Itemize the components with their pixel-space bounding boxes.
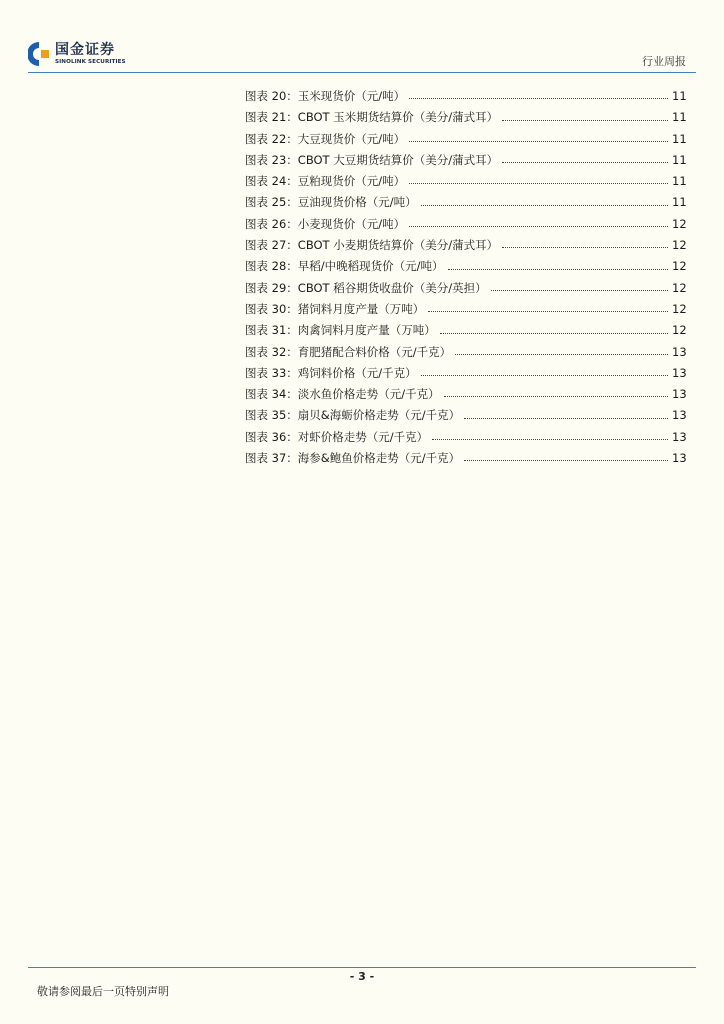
toc-entry-page: 11	[672, 110, 687, 125]
toc-entry-label: 图表 29：CBOT 稻谷期货收盘价（美分/英担）	[245, 280, 487, 295]
toc-entry-page: 12	[672, 301, 687, 316]
toc-entry-label: 图表 36：对虾价格走势（元/千克）	[245, 429, 429, 444]
page-number: - 3 -	[349, 970, 375, 983]
toc-entry[interactable]	[245, 363, 686, 384]
toc-entry-page: 12	[672, 323, 687, 338]
toc-entry-label: 图表 35：扇贝&海蛎价格走势（元/千克）	[245, 408, 461, 423]
company-logo	[28, 41, 140, 71]
toc-entry-label: 图表 22：大豆现货价（元/吨）	[245, 131, 406, 146]
toc-entry-label: 图表 34：淡水鱼价格走势（元/千克）	[245, 387, 440, 402]
toc-entry[interactable]	[245, 299, 686, 320]
toc-entry-page: 12	[672, 238, 687, 253]
toc-leader-dots	[409, 183, 668, 184]
sinolink-logo-icon	[28, 41, 50, 67]
toc-leader-dots	[421, 205, 668, 206]
toc-entry-page: 11	[672, 174, 687, 189]
toc-entry-page: 13	[672, 365, 687, 380]
toc-leader-dots	[428, 311, 668, 312]
toc-entry-page: 12	[672, 216, 687, 231]
toc-leader-dots	[464, 460, 668, 461]
toc-entry-label: 图表 21：CBOT 玉米期货结算价（美分/蒲式耳）	[245, 110, 499, 125]
toc-leader-dots	[444, 396, 668, 397]
toc-leader-dots	[502, 247, 668, 248]
toc-entry-page: 11	[672, 195, 687, 210]
toc-entry-label: 图表 20：玉米现货价（元/吨）	[245, 89, 406, 103]
toc-entry[interactable]	[245, 214, 686, 235]
toc-leader-dots	[448, 269, 668, 270]
toc-entry[interactable]	[245, 427, 686, 448]
header-divider	[28, 72, 696, 73]
toc-entry[interactable]	[245, 86, 686, 107]
toc-leader-dots	[464, 418, 668, 419]
toc-entry-label: 图表 24：豆粕现货价（元/吨）	[245, 174, 406, 189]
toc-entry-label: 图表 27：CBOT 小麦期货结算价（美分/蒲式耳）	[245, 238, 499, 253]
toc-entry-label: 图表 25：豆油现货价格（元/吨）	[245, 195, 417, 210]
logo-english-name: SINOLINK SECURITIES	[55, 59, 126, 65]
toc-leader-dots	[409, 98, 668, 99]
toc-entry-label: 图表 23：CBOT 大豆期货结算价（美分/蒲式耳）	[245, 152, 499, 167]
toc-entry-page: 12	[672, 280, 687, 295]
toc-entry-page: 12	[672, 259, 687, 274]
toc-entry[interactable]	[245, 384, 686, 405]
toc-leader-dots	[432, 439, 668, 440]
toc-entry[interactable]	[245, 171, 686, 192]
report-type-title: 行业周报	[642, 55, 686, 68]
toc-entry[interactable]	[245, 192, 686, 213]
toc-entry[interactable]	[245, 320, 686, 341]
disclaimer-note: 敬请参阅最后一页特别声明	[37, 985, 169, 998]
toc-entry[interactable]	[245, 256, 686, 277]
toc-entry-label: 图表 28：早稻/中晚稻现货价（元/吨）	[245, 259, 444, 274]
toc-entry-label: 图表 37：海参&鲍鱼价格走势（元/千克）	[245, 451, 461, 466]
toc-entry[interactable]	[245, 129, 686, 150]
toc-leader-dots	[491, 290, 668, 291]
toc-leader-dots	[502, 162, 668, 163]
toc-entry-label: 图表 32：育肥猪配合料价格（元/千克）	[245, 344, 452, 359]
toc-entry[interactable]	[245, 107, 686, 128]
toc-leader-dots	[455, 354, 668, 355]
toc-entry-page: 13	[672, 387, 687, 402]
toc-entry-page: 13	[672, 451, 687, 466]
toc-entry[interactable]	[245, 278, 686, 299]
footer-divider	[28, 967, 696, 968]
toc-entry[interactable]	[245, 150, 686, 171]
toc-leader-dots	[409, 141, 668, 142]
toc-entry-page: 11	[672, 152, 687, 167]
toc-entry-label: 图表 26：小麦现货价（元/吨）	[245, 216, 406, 231]
toc-entry[interactable]	[245, 235, 686, 256]
toc-entry[interactable]	[245, 342, 686, 363]
toc-entry-page: 11	[672, 89, 687, 103]
toc-entry-page: 13	[672, 429, 687, 444]
toc-leader-dots	[502, 120, 668, 121]
figure-index	[245, 86, 686, 469]
logo-chinese-name: 国金证券	[55, 42, 115, 58]
toc-entry[interactable]	[245, 405, 686, 426]
toc-entry-label: 图表 33：鸡饲料价格（元/千克）	[245, 365, 417, 380]
toc-entry-page: 13	[672, 408, 687, 423]
toc-entry[interactable]	[245, 448, 686, 469]
toc-entry-label: 图表 30：猪饲料月度产量（万吨）	[245, 301, 425, 316]
toc-leader-dots	[421, 375, 668, 376]
toc-entry-page: 13	[672, 344, 687, 359]
toc-entry-label: 图表 31：肉禽饲料月度产量（万吨）	[245, 323, 436, 338]
toc-leader-dots	[409, 226, 668, 227]
toc-leader-dots	[440, 333, 668, 334]
toc-entry-page: 11	[672, 131, 687, 146]
